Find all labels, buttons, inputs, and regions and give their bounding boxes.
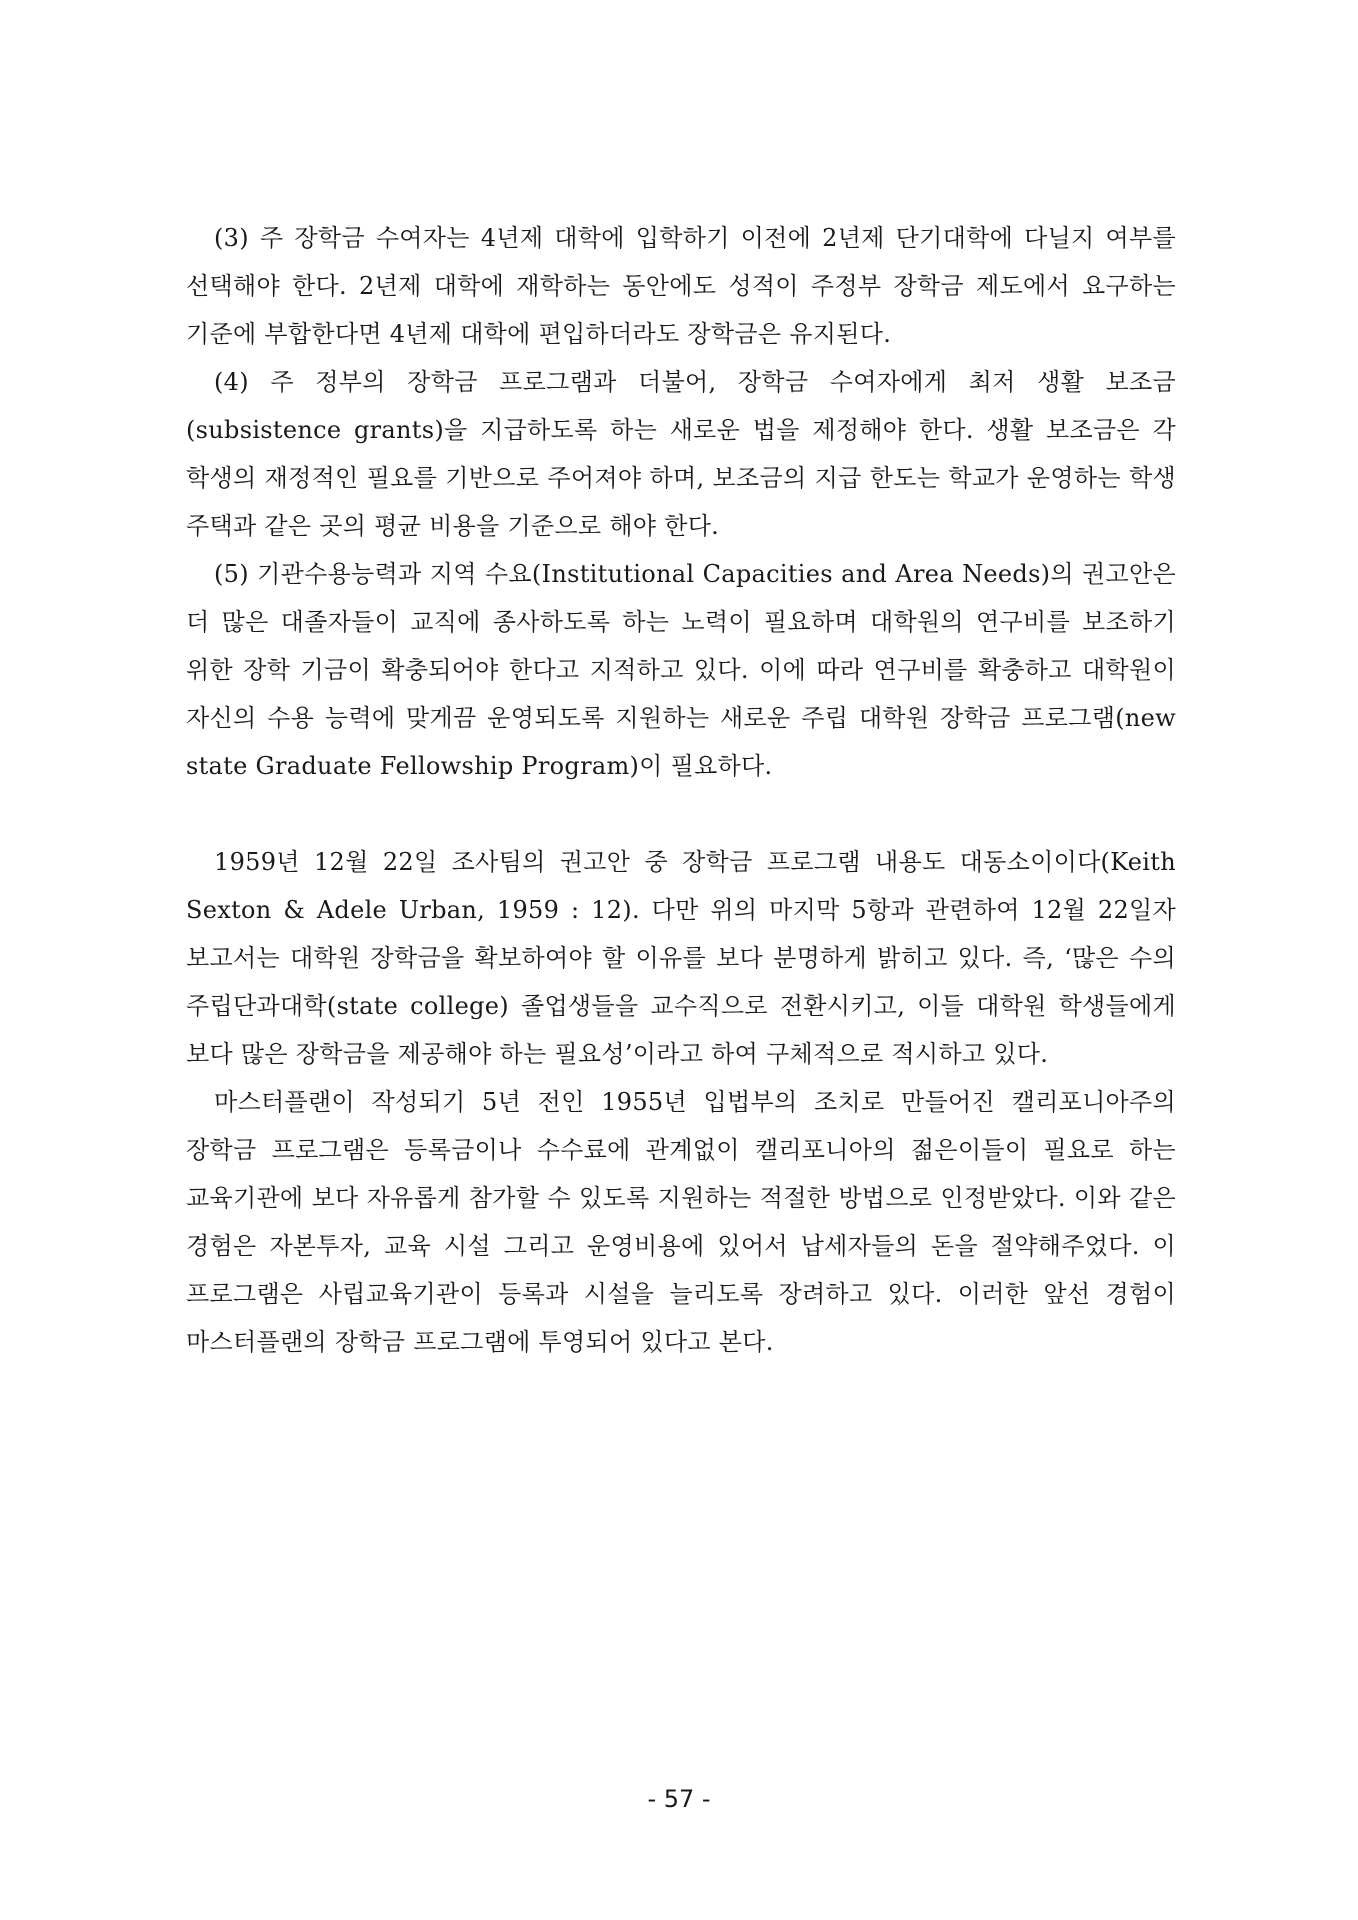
page-number: - 57 - [647,1785,711,1813]
document-body [186,214,1176,1366]
paragraph-1959-report: 1959년 12월 22일 조사팀의 권고안 중 장학금 프로그램 내용도 대동소이이다(Keith Sexton & Adele Urban, 1959 : 12). 다만 위의 마지막 5항과 관련하여 12월 22일자 보고서는 대학원 장학금을 확보하여야 할 이유를 보다 분명하게 밝히고 있다. 즉, ‘많은 수의 주립단과대학(state college) 졸업생들을 교수직으로 전환시키고, 이들 대학원 학생들에게 보다 많은 장학금을 제공해야 하는 필요성’이라고 하여 구체적으로 적시하고 있다. [186,848,1176,1068]
paragraph-item-4: (4) 주 정부의 장학금 프로그램과 더불어, 장학금 수여자에게 최저 생활 보조금(subsistence grants)을 지급하도록 하는 새로운 법을 제정해야 한다. 생활 보조금은 각 학생의 재정적인 필요를 기반으로 주어져야 하며, 보조금의 지급 한도는 학교가 운영하는 학생 주택과 같은 곳의 평균 비용을 기준으로 해야 한다. [186,368,1176,540]
paragraph-item-5: (5) 기관수용능력과 지역 수요(Institutional Capacities and Area Needs)의 권고안은 더 많은 대졸자들이 교직에 종사하도록 하는 노력이 필요하며 대학원의 연구비를 보조하기 위한 장학 기금이 확충되어야 한다고 지적하고 있다. 이에 따라 연구비를 확충하고 대학원이 자신의 수용 능력에 맞게끔 운영되도록 지원하는 새로운 주립 대학원 장학금 프로그램(new state Graduate Fellowship Program)이 필요하다. [186,560,1176,780]
paragraph-item-3: (3) 주 장학금 수여자는 4년제 대학에 입학하기 이전에 2년제 단기대학에 다닐지 여부를 선택해야 한다. 2년제 대학에 재학하는 동안에도 성적이 주정부 장학금 제도에서 요구하는 기준에 부합한다면 4년제 대학에 편입하더라도 장학금은 유지된다. [186,224,1176,348]
paragraph-master-plan: 마스터플랜이 작성되기 5년 전인 1955년 입법부의 조치로 만들어진 캘리포니아주의 장학금 프로그램은 등록금이나 수수료에 관계없이 캘리포니아의 젊은이들이 필요로 하는 교육기관에 보다 자유롭게 참가할 수 있도록 지원하는 적절한 방법으로 인정받았다. 이와 같은 경험은 자본투자, 교육 시설 그리고 운영비용에 있어서 납세자들의 돈을 절약해주었다. 이 프로그램은 사립교육기관이 등록과 시설을 늘리도록 장려하고 있다. 이러한 앞선 경험이 마스터플랜의 장학금 프로그램에 투영되어 있다고 본다. [186,1088,1176,1356]
paragraph-spacer [186,790,1176,838]
